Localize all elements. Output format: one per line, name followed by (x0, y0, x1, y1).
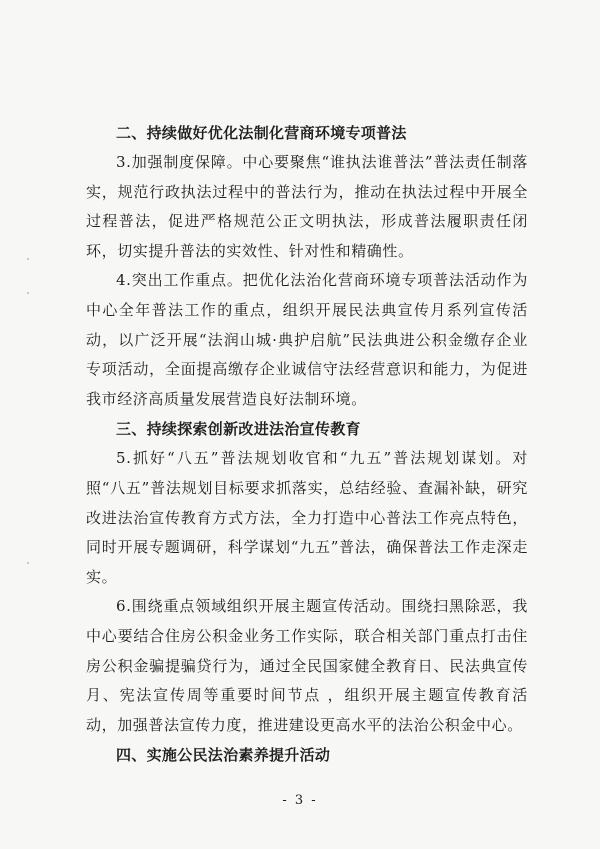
section-heading-2: 二、持续做好优化法制化营商环境专项普法 (116, 124, 407, 142)
paragraph-3: 3.加强制度保障。中心要聚焦“谁执法谁普法”普法责任制落实，规范行政执法过程中的普法行为，推动在执法过程中开展全过程普法，促进严格规范公正文明执法，形成普法履职责任闭环，切实提升普法的实效性、针对性和精确性。 (86, 153, 528, 260)
page-number: - 3 - (282, 793, 318, 808)
scan-mark (27, 292, 29, 294)
section-heading-4: 四、实施公民法治素养提升活动 (116, 746, 331, 765)
paragraph-4: 4.突出工作重点。把优化法治化营商环境专项普法活动作为中心全年普法工作的重点，组织开展民法典宣传月系列宣传活动，以广泛开展“法润山城·典护启航”民法典进公积金缴存企业专项活动，全面提高缴存企业诚信守法经营意识和能力，为促进我市经济高质量发展营造良好法制环境。 (86, 271, 528, 408)
section-heading-3: 三、持续探索创新改进法治宣传教育 (116, 420, 361, 439)
scan-mark (27, 562, 29, 564)
paragraph-5: 5.抓好“八五”普法规划收官和“九五”普法规划谋划。对照“八五”普法规划目标要求抓落实，总结经验、查漏补缺，研究改进法治宣传教育方式方法，全力打造中心普法工作亮点特色，同时开展专题调研，科学谋划“九五”普法，确保普法工作走深走实。 (86, 449, 528, 586)
scan-mark (27, 258, 29, 260)
paragraph-6: 6.围绕重点领域组织开展主题宣传活动。围绕扫黑除恶，我中心要结合住房公积金业务工作实际，联合相关部门重点打击住房公积金骗提骗贷行为，通过全民国家健全教育日、民法典宣传月、宪法宣传周等重要时间节点 ，组织开展主题宣传教育活动，加强普法宣传力度，推进建设更高水平的法治公积金中心。 (86, 597, 528, 734)
document-body (86, 118, 528, 770)
